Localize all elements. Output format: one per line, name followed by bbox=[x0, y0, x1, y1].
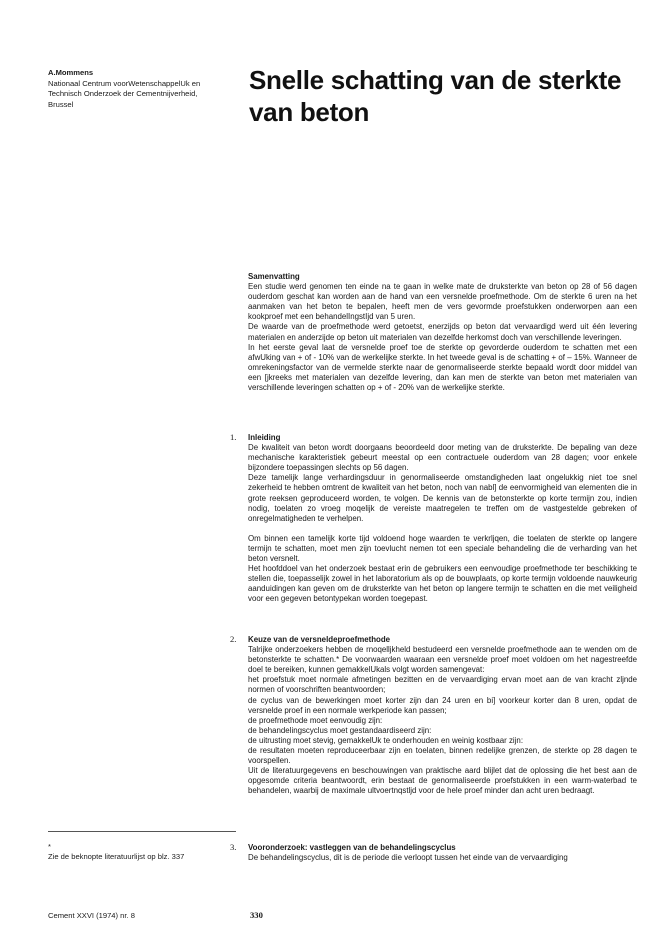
section-paragraph: het proefstuk moet normale afmetingen bezitten en de vervaardiging ervan moet aan de van kracht zljnde normen of voorschriften beantwoorden; bbox=[248, 675, 637, 695]
article-title: Snelle schatting van de sterkte van beton bbox=[249, 65, 622, 127]
section-paragraph: Uit de literatuurgegevens en beschouwingen van praktische aard blijlet dat de oplossing die het best aan de opgesomde criteria beantwoordt, erin bestaat de genormaliseerde proefstukken in een warm-waterbad te behandelen, waarbij de maximale ultvoertnqstljd voor de hele proef minder dan acht uren bedraagt. bbox=[248, 766, 637, 796]
page-number: 330 bbox=[250, 910, 263, 920]
section-paragraph: de behandelingscyclus moet gestandaardiseerd zijn: bbox=[248, 725, 432, 735]
section-vooronderzoek bbox=[248, 843, 637, 863]
summary-paragraph: In het eerste geval laat de versnelde proef toe de sterkte op gevorderde ouderdom te schatten met een afwUking van + of - 10% van de werkelijke sterkte. In het tweede geval is de schatting + of – 15%. Wanneer de omrekeningsfactor van de vermelde sterkte naar de genormaliseerde sterkte bepaald wordt door middel van een [jkreeks met materialen van dezelfde levering, dan kan men de sterkte van beton met materialen van verschillende leveringen schatten op + of - 20% van de werkelijke sterkte. bbox=[248, 342, 637, 393]
summary-heading: Samenvatting bbox=[248, 272, 300, 281]
section-paragraph: de uitrusting moet stevig, gemakkelUk te onderhouden en weinig kostbaar zijn: bbox=[248, 735, 524, 745]
footnote-divider bbox=[48, 831, 236, 832]
section-number: 3. bbox=[230, 842, 237, 852]
section-number: 1. bbox=[230, 432, 237, 442]
section-paragraph: de cyclus van de bewerkingen moet korter zijn dan 24 uren en bi] voorkeur korter dan 8 uren, opdat de versnelde proef in een normale werkperiode kan passen; bbox=[248, 695, 637, 715]
section-heading: Keuze van de versneldeproefmethode bbox=[248, 635, 391, 644]
affiliation-line: Nationaal Centrum voorWetenschappelUk en bbox=[48, 78, 201, 88]
summary-block bbox=[248, 272, 637, 393]
section-paragraph: Talrijke onderzoekers hebben de rnoqelljkheld bestudeerd een versnelde proefmethode aan te wenden om de betonsterkte te schatten.* De voorwaarden waaraan een versnelde proef moet voldoen om het nagestreefde doel te bereiken, kunnen gemakkelUkals volgt worden samengevat: bbox=[248, 645, 637, 675]
section-paragraph: de resultaten moeten reproduceerbaar zijn en toelaten, binnen redelijke grenzen, de sterkte op 28 dagen te voorspellen. bbox=[248, 746, 637, 766]
section-paragraph: Om binnen een tamelijk korte tijd voldoend hoge waarden te verkrljqen, die toelaten de sterkte op langere termijn te schatten, moet men zijn toevlucht nemen tot een speciale behandeling die de verharding van het beton versnelt. bbox=[248, 533, 637, 564]
affiliation-line: Technisch Onderzoek der Cementnijverheid, bbox=[48, 89, 198, 99]
affiliation-line: Brussel bbox=[48, 99, 74, 109]
section-heading: Inleiding bbox=[248, 433, 281, 442]
summary-paragraph: De waarde van de proefmethode werd getoetst, enerzijds op beton dat vervaardigd werd uit één levering materialen en anderzijde op beton uit materialen van dezelfde herkomst doch van verschillende leveringen. bbox=[248, 322, 637, 342]
paragraph-gap bbox=[248, 524, 637, 534]
section-paragraph: De kwaliteit van beton wordt doorgaans beoordeeld door meting van de druksterkte. De bepaling van deze mechanische karakteristiek gebeurt meestal op een contractuele ouderdom van 28 dagen; voor enkele bijzondere toepassingen slechts op 56 dagen. bbox=[248, 443, 637, 473]
section-paragraph: de proefmethode moet eenvoudig zijn: bbox=[248, 715, 383, 725]
section-paragraph: De behandelingscyclus, dit is de periode die verloopt tussen het einde van de vervaardiging bbox=[248, 853, 568, 863]
author-name: A.Mommens bbox=[48, 68, 94, 77]
section-number: 2. bbox=[230, 634, 237, 644]
footnote-text: Zie de beknopte literatuurlijst op blz. 337 bbox=[48, 852, 185, 861]
journal-reference: Cement XXVI (1974) nr. 8 bbox=[48, 911, 135, 920]
footnote bbox=[48, 842, 238, 862]
footnote-mark: * bbox=[48, 842, 51, 851]
summary-paragraph: Een studie werd genomen ten einde na te gaan in welke mate de druksterkte van beton op 28 of 56 dagen ouderdom geschat kan worden aan de hand van een versnelde proefmethode. Om de sterkte 6 uren na het aanmaken van het beton te bepalen, heeft men de vers gevormde proefstukken onderworpen aan een kookproef met een behandelIngstIjd van 5 uren. bbox=[248, 282, 637, 322]
section-keuze bbox=[248, 635, 637, 797]
section-paragraph: Het hoofddoel van het onderzoek bestaat erin de gebruikers een eenvoudige proefmethode ter beschikking te stellen die, toepasselijk zowel in het laboratorium als op de bouwplaats, op korte termijn voldoende nauwkeurig aanduidingen kan geven om de druksterkte van het beton op langere termijn te schatten en die met veiligheid voor een gegeven betontypekan worden toegepast. bbox=[248, 564, 637, 604]
author-block bbox=[48, 68, 238, 110]
section-heading: Vooronderzoek: vastleggen van de behandelingscyclus bbox=[248, 843, 456, 852]
section-inleiding bbox=[248, 433, 637, 605]
section-paragraph: Deze tamelijk lange verhardingsduur in genormaliseerde omstandigheden laat ongelukkig niet toe snel zekerheid te hebben omtrent de kwaliteit van het beton, noch van nabl] de eenvormigheid van elementen die in grote reeksen geproduceerd worden, te volgen. De kennis van de betonsterkte op korte termijn zou, indien nodig, toelaten zo vroeg moqelijk de vereiste maatregelen te treffen om de vastgestelde gebreken of onregelmatigheden te verhelpen. bbox=[248, 473, 637, 523]
